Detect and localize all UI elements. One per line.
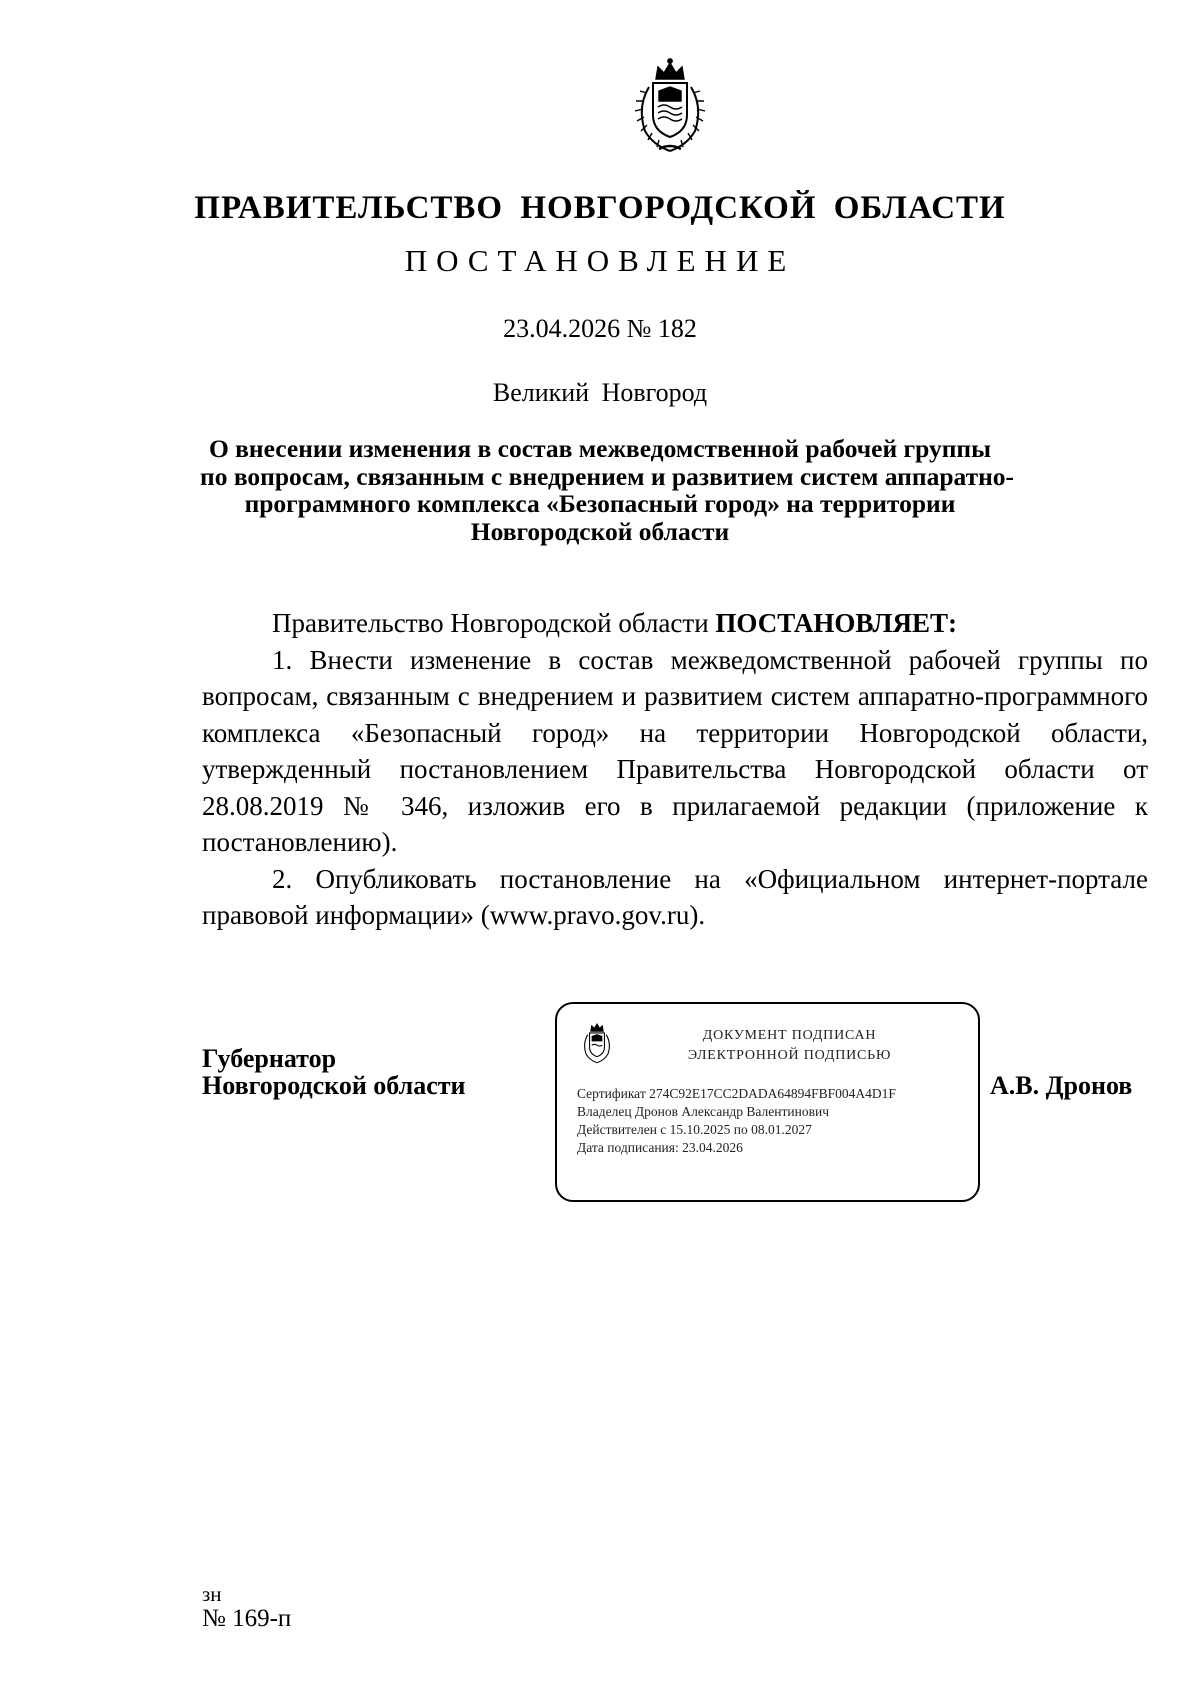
coat-of-arms-icon xyxy=(579,1021,615,1065)
document-subject xyxy=(200,434,1015,546)
subject-line: Новгородской области xyxy=(470,516,730,546)
footer-number: № 169-п xyxy=(202,1605,292,1632)
signatory-title-line: Новгородской области xyxy=(202,1071,466,1100)
document-date-number: 23.04.2026 № 182 xyxy=(503,314,697,343)
body-item-2: 2. Опубликовать постановление на «Официальном интернет-портале правовой информации» (www.pravo.gov.ru). xyxy=(202,863,1148,930)
coat-of-arms-icon xyxy=(629,57,711,155)
signer-name: А.В. Дронов xyxy=(990,1071,1133,1100)
preamble-decree: ПОСТАНОВЛЯЕТ: xyxy=(715,608,957,638)
body-item-1: 1. Внести изменение в состав межведомственной рабочей группы по вопросам, связанным с внедрением и развитием систем аппаратно-программного комплекса «Безопасный город» на территории Новгородской области, утвержденный постановлением Правительства Новгородской области от 28.08.2019 № 346, изложив его в прилагаемой редакции (приложение к постановлению). xyxy=(202,644,1148,857)
stamp-signed-date: Дата подписания: 23.04.2026 xyxy=(577,1140,743,1155)
signatory-title-line: Губернатор xyxy=(202,1044,337,1073)
organization-name: ПРАВИТЕЛЬСТВО НОВГОРОДСКОЙ ОБЛАСТИ xyxy=(194,190,1006,226)
stamp-validity: Действителен с 15.10.2025 по 08.01.2027 xyxy=(577,1122,812,1137)
subject-line: О внесении изменения в состав межведомственной рабочей группы xyxy=(208,434,992,463)
subject-line: по вопросам, связанным с внедрением и развитием систем аппаратно- xyxy=(200,461,1015,491)
stamp-owner: Владелец Дронов Александр Валентинович xyxy=(577,1104,829,1119)
stamp-heading-line: ДОКУМЕНТ ПОДПИСАН xyxy=(702,1028,877,1043)
electronic-signature-stamp xyxy=(555,1002,980,1202)
document-city: Великий Новгород xyxy=(492,378,708,407)
stamp-heading xyxy=(627,1026,952,1066)
subject-line: программного комплекса «Безопасный город» на территории xyxy=(244,489,956,518)
footer-initials: зн xyxy=(202,1582,222,1606)
preamble xyxy=(202,605,1148,642)
document-type: ПОСТАНОВЛЕНИЕ xyxy=(404,243,796,278)
stamp-heading-line: ЭЛЕКТРОННОЙ ПОДПИСЬЮ xyxy=(687,1048,892,1063)
document-body xyxy=(202,605,1148,934)
document-footer-code xyxy=(202,1583,291,1633)
stamp-details xyxy=(577,1085,977,1157)
preamble-text: Правительство Новгородской области xyxy=(272,608,716,638)
stamp-certificate: Сертификат 274C92E17CC2DADA64894FBF004A4D1F xyxy=(577,1086,896,1101)
signatory-title xyxy=(202,1045,466,1099)
